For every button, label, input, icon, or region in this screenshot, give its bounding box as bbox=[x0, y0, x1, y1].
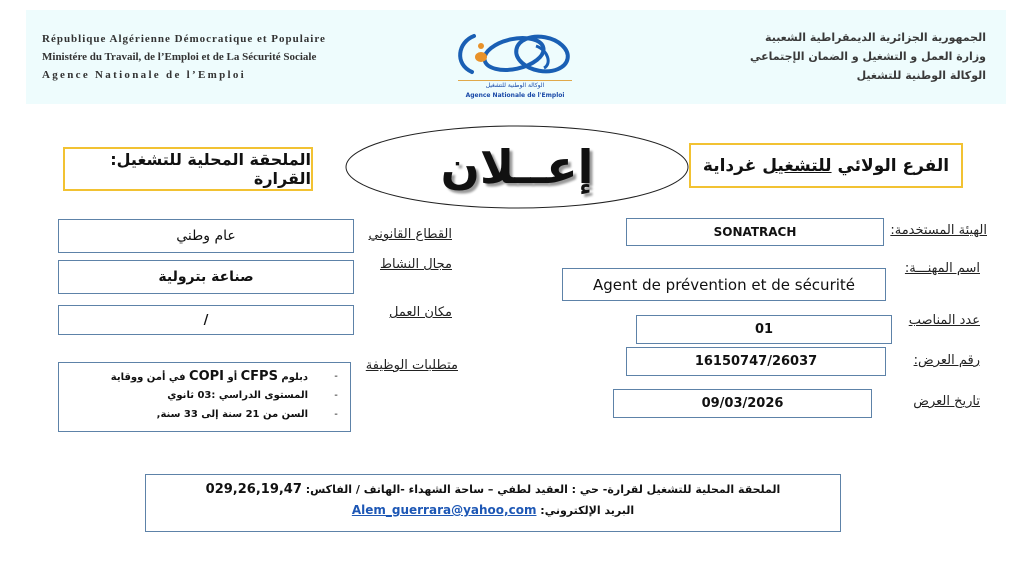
logo-divider bbox=[458, 80, 572, 81]
activity-field-value-text: صناعة بترولية bbox=[158, 269, 254, 285]
logo-orange-dot-large bbox=[475, 52, 487, 62]
branch-title bbox=[689, 143, 963, 188]
legal-sector-value bbox=[58, 219, 354, 253]
header-arabic-text bbox=[750, 28, 986, 85]
job-title-label: اسم المهنـــة: bbox=[904, 261, 980, 276]
req-diploma-pre: دبلوم bbox=[277, 372, 308, 383]
header-ar-ministry: وزارة العمل و التشغيل و الضمان الإجتماعي bbox=[749, 50, 986, 63]
logo-orange-dot-small bbox=[478, 43, 484, 49]
req-diploma-copi: COPI bbox=[189, 369, 225, 384]
footer-address-line bbox=[146, 482, 840, 497]
bullet-dash: - bbox=[334, 390, 338, 401]
header-ar-agency: الوكالة الوطنية للتشغيل bbox=[856, 69, 986, 82]
header-french-text bbox=[42, 30, 326, 84]
job-title-value bbox=[562, 268, 886, 301]
header-ar-republic: الجمهورية الجزائرية الديمقراطية الشعبية bbox=[765, 31, 986, 44]
work-place-value bbox=[58, 305, 354, 335]
job-requirements-label: متطلبات الوظيفة bbox=[365, 358, 458, 373]
offer-date-value-text: 09/03/2026 bbox=[701, 396, 784, 411]
footer-email-link[interactable]: Alem_guerrara@yahoo,com bbox=[351, 503, 537, 517]
local-agency-title bbox=[63, 147, 313, 191]
logo-left-arc bbox=[460, 36, 474, 72]
employer-label: الهيئة المستخدمة: bbox=[890, 223, 987, 238]
positions-label: عدد المناصب bbox=[908, 313, 980, 328]
offer-number-value-text: 16150747/26037 bbox=[694, 354, 818, 369]
footer-email-label: البريد الإلكتروني: bbox=[536, 504, 635, 517]
header-fr-ministry: Ministére du Travail, de l’Emploi et de La Sécurité Sociale bbox=[42, 51, 317, 63]
positions-value-text: 01 bbox=[754, 322, 774, 337]
bullet-dash: - bbox=[334, 371, 338, 382]
requirement-age: السن من 21 سنة إلى 33 سنة, bbox=[156, 409, 308, 420]
footer-phone: 029,26,19,47 bbox=[205, 482, 302, 497]
positions-value bbox=[636, 315, 892, 344]
offer-date-label: تاريخ العرض bbox=[913, 394, 980, 409]
logo-subtitle-fr: Agence Nationale de l'Emploi bbox=[465, 92, 565, 99]
offer-date-value bbox=[613, 389, 872, 418]
req-diploma-or: أو bbox=[224, 372, 241, 383]
work-place-label: مكان العمل bbox=[389, 305, 452, 320]
footer-email-line bbox=[146, 503, 840, 517]
activity-field-value bbox=[58, 260, 354, 294]
offer-number-label: رقم العرض: bbox=[913, 353, 980, 368]
offer-number-value bbox=[626, 347, 886, 376]
branch-prefix: الفرع الولائي bbox=[837, 155, 950, 176]
req-diploma-post: في أمن ووقاية bbox=[110, 372, 190, 383]
logo-subtitle-ar: الوكالة الوطنية للتشغيل bbox=[485, 82, 545, 89]
local-agency-text: الملحقة المحلية للتشغيل: القرارة bbox=[110, 150, 311, 188]
requirement-item bbox=[59, 405, 350, 424]
branch-suffix: غرداية bbox=[702, 155, 757, 176]
footer-address: الملحقة المحلية للتشغيل لقرارة- حي : العقيد لطفي – ساحة الشهداء -الهاتف / الفاكس: bbox=[301, 483, 781, 496]
job-title-value-text: Agent de prévention et de sécurité bbox=[592, 275, 856, 294]
work-place-value-text: / bbox=[203, 312, 209, 328]
requirement-diploma bbox=[111, 369, 322, 384]
requirement-education: المستوى الدراسي :03 ثانوي bbox=[167, 390, 308, 401]
employer-value bbox=[626, 218, 884, 246]
legal-sector-label: القطاع القانوني bbox=[368, 227, 452, 242]
requirement-item bbox=[59, 386, 350, 405]
bullet-dash: - bbox=[334, 409, 338, 420]
branch-underlined: للتشغيل bbox=[762, 155, 832, 176]
employer-value-text: SONATRACH bbox=[713, 225, 797, 239]
job-requirements-box bbox=[58, 362, 351, 432]
header-fr-agency: Agence Nationale de l’Emploi bbox=[42, 69, 247, 81]
header-fr-republic: République Algérienne Démocratique et Populaire bbox=[42, 33, 326, 45]
contact-footer bbox=[145, 474, 841, 532]
requirement-item bbox=[59, 367, 350, 386]
activity-field-label: مجال النشاط bbox=[380, 257, 452, 272]
announcement-title: إعــلان bbox=[440, 140, 594, 194]
legal-sector-value-text: عام وطني bbox=[176, 228, 236, 244]
req-diploma-cfps: CFPS bbox=[240, 369, 278, 384]
